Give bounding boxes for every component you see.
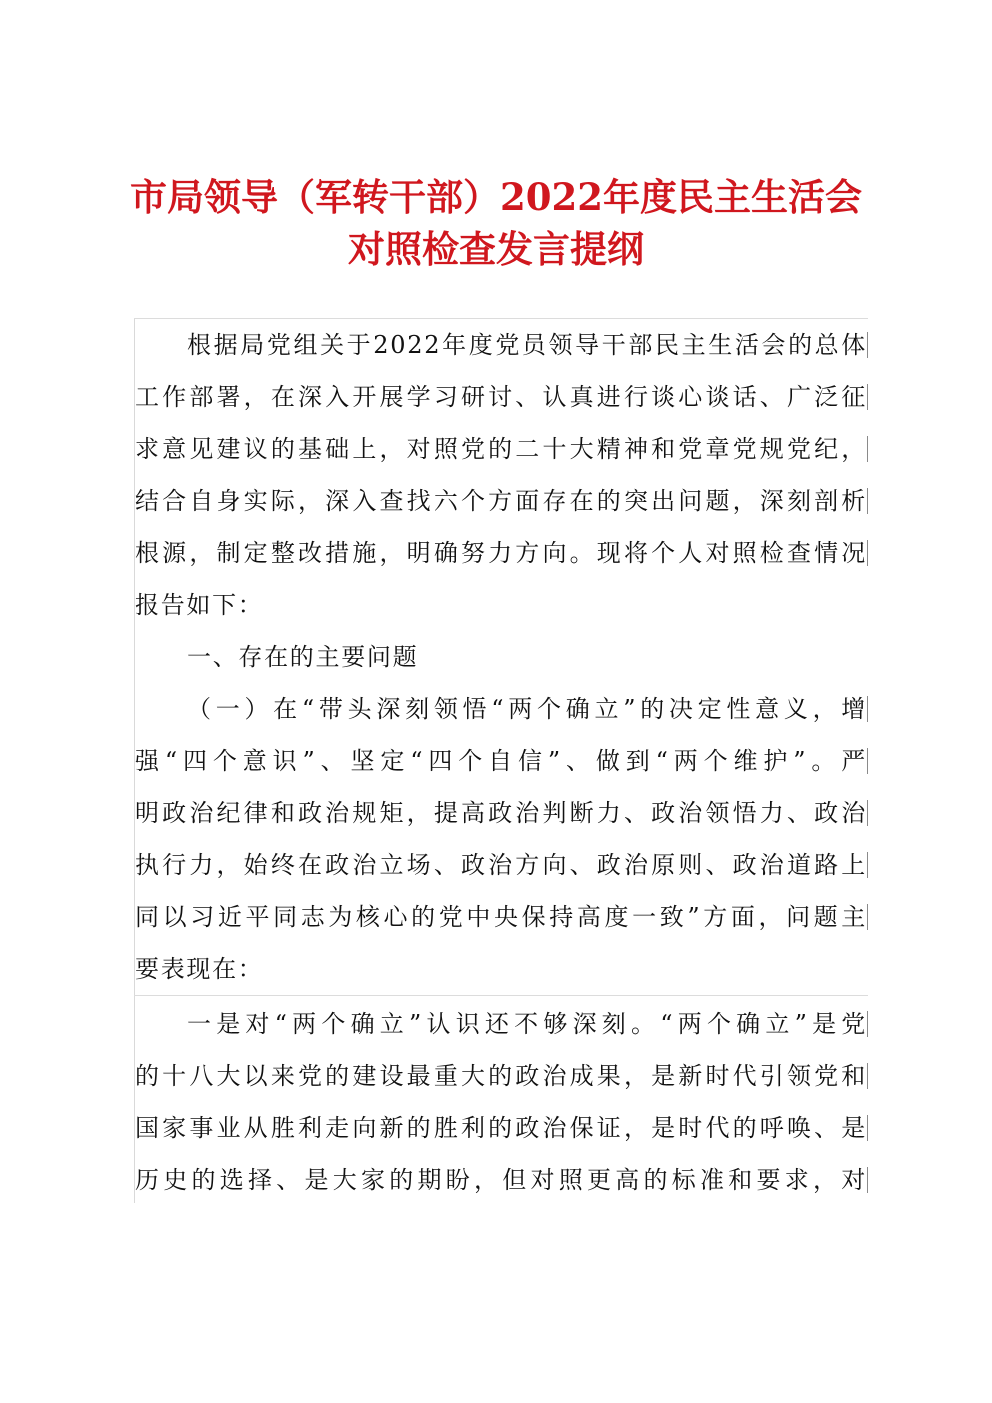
right-edge-mark [867,1011,868,1037]
right-edge-mark [867,852,868,878]
text-line: 国家事业从胜利走向新的胜利的政治保证，是时代的呼唤、是 [135,1114,867,1142]
top-divider [134,318,868,319]
document-title-line-2: 对照检查发言提纲 [348,227,644,271]
text-line: 的十八大以来党的建设最重大的政治成果，是新时代引领党和 [135,1062,867,1090]
text-line: 同以习近平同志为核心的党中央保持高度一致”方面，问题主 [135,903,867,931]
text-line: 执行力，始终在政治立场、政治方向、政治原则、政治道路上 [135,851,867,879]
text-line: 明政治纪律和政治规矩，提高政治判断力、政治领悟力、政治 [135,799,867,827]
right-edge-mark [867,332,868,358]
section-divider [134,995,868,996]
right-edge-mark [867,1167,868,1193]
text-line: 求意见建议的基础上，对照党的二十大精神和党章党规党纪， [135,435,867,463]
right-edge-mark [867,384,868,410]
text-line: 历史的选择、是大家的期盼，但对照更高的标准和要求，对 [135,1166,867,1194]
right-edge-mark [867,696,868,722]
document-title-line-1: 市局领导（军转干部）2022年度民主生活会 [130,175,862,219]
text-line: 根源，制定整改措施，明确努力方向。现将个人对照检查情况 [135,539,867,567]
text-line: 报告如下： [135,591,264,619]
text-line: 强“四个意识”、坚定“四个自信”、做到“两个维护”。严 [135,747,867,775]
right-edge-mark [867,800,868,826]
right-edge-mark [867,904,868,930]
text-line: （一）在“带头深刻领悟“两个确立”的决定性意义，增 [187,695,867,723]
right-edge-mark [867,1063,868,1089]
text-line: 要表现在： [135,955,264,983]
right-edge-mark [867,488,868,514]
text-line: 结合自身实际，深入查找六个方面存在的突出问题，深刻剖析 [135,487,867,515]
right-edge-mark [867,1115,868,1141]
text-line: 根据局党组关于2022年度党员领导干部民主生活会的总体 [187,331,867,359]
right-edge-mark [867,436,868,462]
text-line: 工作部署，在深入开展学习研讨、认真进行谈心谈话、广泛征 [135,383,867,411]
right-edge-mark [867,540,868,566]
right-edge-mark [867,748,868,774]
section-heading: 一、存在的主要问题 [187,643,419,671]
text-line: 一是对“两个确立”认识还不够深刻。“两个确立”是党 [187,1010,867,1038]
